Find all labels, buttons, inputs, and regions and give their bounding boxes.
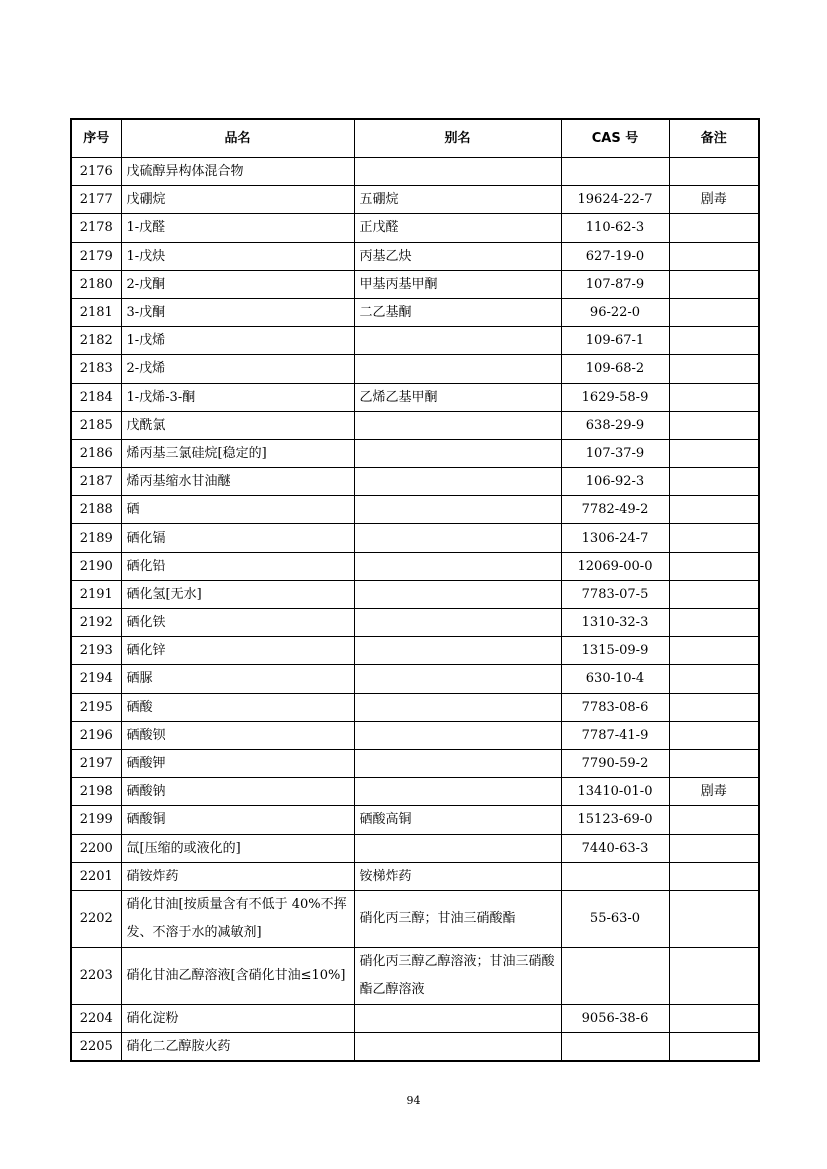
row-note: [669, 355, 759, 383]
row-name: 硒脲: [121, 665, 354, 693]
row-name: 硒化铅: [121, 552, 354, 580]
row-cas: 630-10-4: [561, 665, 669, 693]
row-number: 2204: [71, 1004, 121, 1032]
table-row: [71, 862, 759, 890]
document-page: [70, 118, 758, 1062]
table-row: [71, 411, 759, 439]
row-alias: 二乙基酮: [354, 298, 561, 326]
table-row: [71, 1033, 759, 1062]
row-number: 2180: [71, 270, 121, 298]
row-note: [669, 552, 759, 580]
row-note: [669, 862, 759, 890]
row-alias: [354, 552, 561, 580]
row-alias: 硝化丙三醇；甘油三硝酸酯: [354, 890, 561, 947]
header-alias: 别名: [354, 119, 561, 158]
table-row: [71, 947, 759, 1004]
row-number: 2187: [71, 468, 121, 496]
row-name: 硒化铁: [121, 609, 354, 637]
row-number: 2193: [71, 637, 121, 665]
row-alias: [354, 721, 561, 749]
row-cas: 7787-41-9: [561, 721, 669, 749]
row-name: 1-戊醛: [121, 214, 354, 242]
row-name: 硝化甘油[按质量含有不低于 40%不挥发、不溶于水的减敏剂]: [121, 890, 354, 947]
row-cas: 7440-63-3: [561, 834, 669, 862]
row-number: 2191: [71, 580, 121, 608]
row-number: 2179: [71, 242, 121, 270]
row-alias: [354, 834, 561, 862]
row-number: 2199: [71, 806, 121, 834]
table-row: [71, 496, 759, 524]
row-note: [669, 637, 759, 665]
row-note: [669, 242, 759, 270]
row-number: 2202: [71, 890, 121, 947]
row-name: 氙[压缩的或液化的]: [121, 834, 354, 862]
row-alias: [354, 524, 561, 552]
row-alias: 丙基乙炔: [354, 242, 561, 270]
row-name: 硝化淀粉: [121, 1004, 354, 1032]
row-alias: [354, 411, 561, 439]
table-row: [71, 214, 759, 242]
row-cas: 110-62-3: [561, 214, 669, 242]
table-row: [71, 383, 759, 411]
row-name: 烯丙基三氯硅烷[稳定的]: [121, 439, 354, 467]
row-note: [669, 1004, 759, 1032]
row-name: 硝化甘油乙醇溶液[含硝化甘油≤10%]: [121, 947, 354, 1004]
row-note: [669, 580, 759, 608]
row-cas: 7790-59-2: [561, 749, 669, 777]
row-name: 硒酸钾: [121, 749, 354, 777]
row-alias: 五硼烷: [354, 186, 561, 214]
row-note: [669, 749, 759, 777]
row-alias: [354, 693, 561, 721]
row-number: 2176: [71, 158, 121, 186]
row-name: 硝铵炸药: [121, 862, 354, 890]
table-body: [71, 158, 759, 1062]
table-row: [71, 439, 759, 467]
row-name: 硝化二乙醇胺火药: [121, 1033, 354, 1062]
row-cas: 638-29-9: [561, 411, 669, 439]
row-number: 2205: [71, 1033, 121, 1062]
row-note: [669, 496, 759, 524]
table-row: [71, 665, 759, 693]
row-number: 2200: [71, 834, 121, 862]
row-note: [669, 327, 759, 355]
row-cas: 107-87-9: [561, 270, 669, 298]
row-note: [669, 411, 759, 439]
row-cas: 627-19-0: [561, 242, 669, 270]
row-number: 2201: [71, 862, 121, 890]
table-row: [71, 158, 759, 186]
row-number: 2186: [71, 439, 121, 467]
row-alias: [354, 1033, 561, 1062]
row-cas: 19624-22-7: [561, 186, 669, 214]
table-row: [71, 242, 759, 270]
row-alias: [354, 327, 561, 355]
row-name: 硒化镉: [121, 524, 354, 552]
row-name: 1-戊炔: [121, 242, 354, 270]
row-note: [669, 158, 759, 186]
header-note: 备注: [669, 119, 759, 158]
row-number: 2183: [71, 355, 121, 383]
table-row: [71, 778, 759, 806]
table-row: [71, 327, 759, 355]
row-name: 硒酸钡: [121, 721, 354, 749]
row-cas: 107-37-9: [561, 439, 669, 467]
header-name: 品名: [121, 119, 354, 158]
table-row: [71, 693, 759, 721]
row-number: 2203: [71, 947, 121, 1004]
row-note: [669, 214, 759, 242]
row-name: 戊酰氯: [121, 411, 354, 439]
row-alias: 甲基丙基甲酮: [354, 270, 561, 298]
row-alias: [354, 1004, 561, 1032]
row-note: [669, 468, 759, 496]
row-name: 硒酸铜: [121, 806, 354, 834]
row-name: 2-戊酮: [121, 270, 354, 298]
row-number: 2185: [71, 411, 121, 439]
page-number: 94: [406, 1094, 421, 1107]
row-number: 2177: [71, 186, 121, 214]
chemical-table: [70, 118, 760, 1062]
table-header-row: [71, 119, 759, 158]
row-name: 戊硫醇异构体混合物: [121, 158, 354, 186]
row-name: 硒酸钠: [121, 778, 354, 806]
table-row: [71, 749, 759, 777]
row-number: 2182: [71, 327, 121, 355]
row-alias: 铵梯炸药: [354, 862, 561, 890]
row-alias: [354, 609, 561, 637]
row-name: 硒化氢[无水]: [121, 580, 354, 608]
row-number: 2188: [71, 496, 121, 524]
row-number: 2197: [71, 749, 121, 777]
row-alias: [354, 749, 561, 777]
row-number: 2190: [71, 552, 121, 580]
row-name: 烯丙基缩水甘油醚: [121, 468, 354, 496]
row-number: 2196: [71, 721, 121, 749]
row-note: [669, 947, 759, 1004]
row-alias: [354, 468, 561, 496]
row-note: [669, 383, 759, 411]
row-cas: 96-22-0: [561, 298, 669, 326]
table-row: [71, 834, 759, 862]
row-name: 硒化锌: [121, 637, 354, 665]
row-note: [669, 270, 759, 298]
row-note: [669, 609, 759, 637]
table-row: [71, 186, 759, 214]
row-alias: [354, 439, 561, 467]
row-alias: [354, 637, 561, 665]
row-alias: [354, 355, 561, 383]
row-note: [669, 298, 759, 326]
row-cas: 55-63-0: [561, 890, 669, 947]
row-alias: [354, 580, 561, 608]
table-row: [71, 721, 759, 749]
row-cas: 7782-49-2: [561, 496, 669, 524]
row-name: 1-戊烯: [121, 327, 354, 355]
row-note: [669, 439, 759, 467]
row-cas: 106-92-3: [561, 468, 669, 496]
row-number: 2184: [71, 383, 121, 411]
row-cas: [561, 947, 669, 1004]
table-row: [71, 580, 759, 608]
table-row: [71, 1004, 759, 1032]
row-note: [669, 721, 759, 749]
row-number: 2194: [71, 665, 121, 693]
row-cas: 109-67-1: [561, 327, 669, 355]
row-number: 2195: [71, 693, 121, 721]
row-note: 剧毒: [669, 186, 759, 214]
row-alias: 乙烯乙基甲酮: [354, 383, 561, 411]
row-note: [669, 1033, 759, 1062]
table-row: [71, 524, 759, 552]
row-cas: 1315-09-9: [561, 637, 669, 665]
row-note: [669, 665, 759, 693]
row-note: [669, 890, 759, 947]
table-row: [71, 270, 759, 298]
table-row: [71, 806, 759, 834]
row-cas: 13410-01-0: [561, 778, 669, 806]
row-name: 硒酸: [121, 693, 354, 721]
row-alias: 硝化丙三醇乙醇溶液；甘油三硝酸酯乙醇溶液: [354, 947, 561, 1004]
row-cas: 12069-00-0: [561, 552, 669, 580]
row-number: 2189: [71, 524, 121, 552]
row-alias: 硒酸高铜: [354, 806, 561, 834]
row-cas: 9056-38-6: [561, 1004, 669, 1032]
row-alias: [354, 778, 561, 806]
table-row: [71, 637, 759, 665]
row-number: 2178: [71, 214, 121, 242]
table-row: [71, 468, 759, 496]
row-number: 2192: [71, 609, 121, 637]
row-name: 2-戊烯: [121, 355, 354, 383]
row-note: [669, 806, 759, 834]
table-row: [71, 298, 759, 326]
row-cas: 15123-69-0: [561, 806, 669, 834]
table-row: [71, 355, 759, 383]
row-cas: 1629-58-9: [561, 383, 669, 411]
row-cas: [561, 1033, 669, 1062]
row-note: [669, 834, 759, 862]
row-note: [669, 693, 759, 721]
row-alias: 正戊醛: [354, 214, 561, 242]
row-cas: 109-68-2: [561, 355, 669, 383]
row-name: 1-戊烯-3-酮: [121, 383, 354, 411]
table-row: [71, 609, 759, 637]
row-note: 剧毒: [669, 778, 759, 806]
table-row: [71, 890, 759, 947]
row-number: 2181: [71, 298, 121, 326]
row-name: 3-戊酮: [121, 298, 354, 326]
row-name: 戊硼烷: [121, 186, 354, 214]
row-alias: [354, 158, 561, 186]
row-cas: 7783-07-5: [561, 580, 669, 608]
row-alias: [354, 496, 561, 524]
row-cas: 1306-24-7: [561, 524, 669, 552]
header-number: 序号: [71, 119, 121, 158]
table-row: [71, 552, 759, 580]
row-number: 2198: [71, 778, 121, 806]
row-note: [669, 524, 759, 552]
row-name: 硒: [121, 496, 354, 524]
row-cas: 7783-08-6: [561, 693, 669, 721]
row-cas: [561, 158, 669, 186]
row-alias: [354, 665, 561, 693]
header-cas: CAS 号: [561, 119, 669, 158]
row-cas: [561, 862, 669, 890]
row-cas: 1310-32-3: [561, 609, 669, 637]
